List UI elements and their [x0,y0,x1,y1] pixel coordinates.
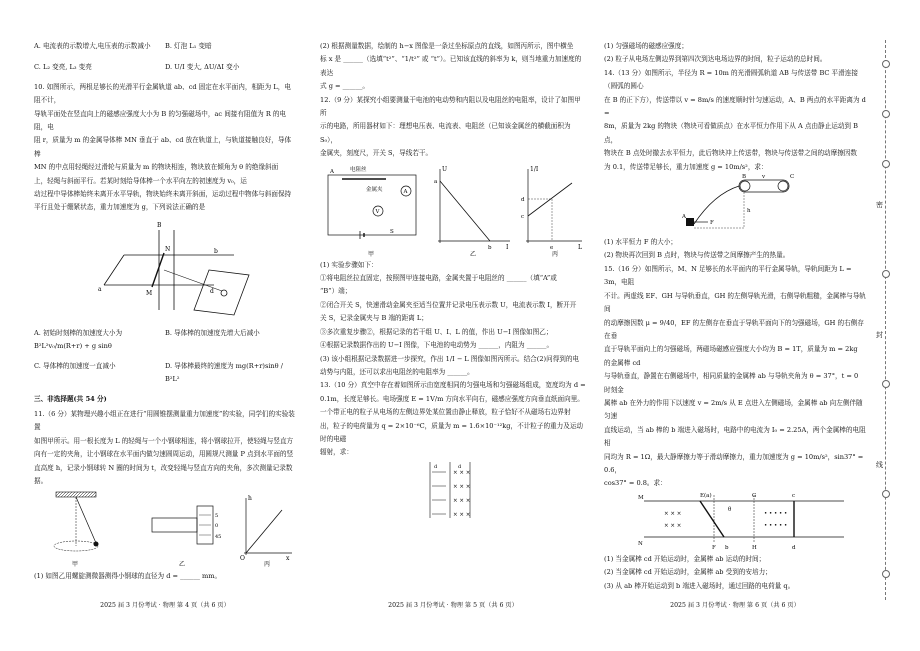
svg-text:e: e [550,244,554,251]
svg-text:O: O [240,555,245,563]
q15-line: 不计。两虚线 EF、GH 与导轨垂直，GH 的左侧导轨光滑，右侧导轨粗糙，金属棒与导轨间 [604,291,866,314]
svg-text:S: S [390,228,394,235]
q13-parts [604,40,866,67]
q15-part: (2) 当金属棒 cd 开始运动时，金属棒 ab 受到的安培力； [604,568,772,577]
section-heading: 三、非选择题(共 54 分) [34,394,107,403]
svg-text:c: c [521,213,525,220]
option-b: B. 导体棒的加速度先增大后减小 [165,328,260,337]
svg-text:× × ×: × × × [453,511,471,518]
seal-char-xian: 线 [876,461,883,469]
fig-label-yi: 乙 [470,250,477,258]
q11-2-line: 标 x 是 ______（选填“t²”、“1/t²” 或 “t”）。已知该直线的斜率为 k，则当地重力加速度的表达 [320,55,582,77]
page-6-column [604,40,866,593]
question-12 [320,94,586,161]
svg-text:N: N [638,540,643,547]
q14-line: 为 0.1，传送带足够长，重力加速度 g = 10m/s²，求： [604,162,768,171]
page-4-footer: 2025 届 3 月份考试 · 物理 第 4 页（共 6 页） [100,602,230,609]
q12-step-line: ①将电阻丝拉直固定，按照图甲连接电路，金属夹置于电阻丝的 ______（填“A”或 [320,274,557,283]
svg-text:L: L [578,243,582,251]
svg-text:a: a [98,285,102,293]
question-13 [320,379,586,459]
svg-text:b: b [725,544,729,551]
seal-char-mi: 密 [876,201,883,209]
q15-line: 15.（16 分）如图所示，M、N 足够长的水平面内的平行金属导轨，导轨间距为 L = 3m，电阻 [604,264,852,287]
q12-step-line: ④根据记录数据作出的 U−I 图像，下电池的电动势为 ______，内阻为 ______。 [320,341,554,350]
q11-2-line: 式 g = ______。 [320,82,370,91]
q14-line: 14.（13 分）如图所示，半径为 R = 10m 的光滑圆弧轨道 AB 与传送带 BC 平滑连接（圆弧的圆心 [604,68,858,91]
option-c: C. 导体棒的加速度一直减小 [34,361,116,370]
q12-steps [320,259,586,380]
q14-parts [604,236,866,263]
q10-line: 导轨平面处在竖直向上的磁感应强度大小为 B 的匀强磁场中，ac 间接有阻值为 R 的电阻，电 [34,109,287,132]
q15-line: cos37° = 0.8。求： [604,479,667,488]
svg-text:45: 45 [215,534,222,541]
q15-line: 直线运动，当 ab 棒的 b 端进入磁场时，电路中的电流为 I₀ = 2.25A，两个金属棒的电阻相 [604,425,866,448]
q11-line: 向有一定的夹角，让小钢球在水平面内做匀速圆周运动，用圆规尺测量 P 点到水平面的竖 [34,450,294,459]
q11-line: 11.（6 分）某物理兴趣小组正在进行“用圆锥摆测量重力加速度”的实验，同学们的实验装置 [34,409,295,432]
svg-text:• • • • •: • • • • • [764,510,788,517]
binding-hole [882,60,890,68]
svg-text:A: A [682,214,686,221]
binding-hole [882,110,890,118]
q11-line: 直高度 h，记录小钢球转 N 圈的时间为 t，改变轻绳与竖直方向的夹角，多次测量记录数据。 [34,463,293,485]
svg-text:h: h [747,208,751,215]
q11-2-line: (2) 根据测量数据，绘制的 h−x 图像是一条过坐标原点的直线，如图丙所示，图中横坐 [320,42,574,50]
seal-line [885,40,886,600]
option-d: D. 导体棒最终的速度为 mg(R+r)sinθ / B²L² [165,361,283,384]
q14-line: 物块在 B 点处时撤去水平恒力，此后物块冲上传送带，物块与传送带之间的动摩擦因数 [604,149,858,158]
svg-text:× × ×: × × × [453,469,471,476]
svg-text:b: b [214,247,218,255]
svg-text:• • • • •: • • • • • [764,522,788,529]
q15-line: 与导轨垂直，静置在右侧磁场中，相同质量的金属棒 ab 与导轨夹角为 θ = 37°，t = 0 时刻金 [604,372,859,394]
option-a: A. 电流表的示数增大,电压表的示数减小 [34,42,151,50]
fig-label-bing: 丙 [264,561,271,569]
q13-line: 辐射，求： [320,448,353,457]
svg-text:d: d [210,287,214,295]
svg-text:x: x [286,555,290,563]
binding-hole [882,570,890,578]
q12-step-line: (1) 实验步骤如下： [320,260,378,269]
option-b: B. 灯泡 L₁ 变暗 [165,42,212,50]
question-15 [604,263,866,491]
q9-options-row-2 [34,61,296,74]
page-5-footer: 2025 届 3 月份考试 · 物理 第 5 页（共 6 页） [388,602,518,609]
q15-line: 属棒 ab 在外力的作用下以速度 v = 2m/s 从 E 点进入左侧磁场，金属棒 ab 向左侧伴随匀速 [604,398,863,421]
q10-line: 10. 如图所示，两根足够长的光滑平行金属轨道 ab、cd 固定在水平面内，相距为 L，电阻不计， [34,82,291,105]
svg-text:B: B [157,221,162,229]
q15-line: 同均为 R = 1Ω，最大静摩擦力等于滑动摩擦力，重力加速度为 g = 10m/s²，sin37° = 0.6， [604,452,864,474]
q10-figure-rails [34,215,296,327]
q12-line: 金属夹，刻度尺，开关 S，导线若干。 [320,149,433,158]
q15-part: (1) 当金属棒 cd 开始运动时，金属棒 ab 运动的时间； [604,554,766,563]
binding-hole [882,490,890,498]
q11-line: 如图甲所示。用一根长度为 L 的轻绳与一个小钢球相连，将小钢球拉开，使轻绳与竖直方 [34,436,294,445]
q14-line: 在 B 的正下方），传送带以 v = 8m/s 的速度顺时针匀速运动，A、B 两点的水平距离为 d = [604,95,866,118]
svg-text:F: F [712,544,716,551]
q14-part: (1) 水平恒力 F 的大小； [604,238,677,247]
svg-text:h: h [248,495,252,503]
binding-hole [882,270,890,278]
q15-part: (3) 从 ab 棒开始运动到 b 端进入磁场时，通过回路的电荷量 q。 [604,581,795,590]
svg-text:× × ×: × × × [453,483,471,490]
svg-text:b: b [488,244,492,251]
svg-text:V: V [375,208,380,215]
svg-text:v: v [762,174,766,181]
q14-part: (2) 物块再次回到 B 点时，物块与传送带之间摩擦产生的热量。 [604,251,790,260]
svg-text:U: U [442,165,448,173]
svg-text:c: c [792,492,796,499]
svg-text:d: d [521,196,525,203]
q10-line: 阻 r，质量为 m 的金属导体棒 MN 垂直于 ab、cd 放在轨道上，与轨道接触良好，导体棒 [34,136,292,158]
svg-text:电阻丝: 电阻丝 [350,166,367,173]
q13-line: 0.1m，长度足够长。电场强度 E = 1V/m 方向水平向右，磁感应强度方向垂直纸面向里。 [320,394,584,403]
q14-figure [604,174,866,236]
svg-text:× × ×: × × × [453,497,471,504]
q10-options-row-2 [34,360,296,387]
q13-part: (2) 粒子从电场左侧边界到第四次到达电场边界的时间，粒子运动的总时间。 [604,55,827,64]
q12-step-line: “B”）端； [320,287,352,296]
q13-field-figure [320,460,586,520]
svg-text:M: M [638,494,644,501]
q15-parts [604,553,866,593]
svg-text:× × ×: × × × [664,510,682,517]
q12-line: 12.（9 分）某探究小组要测量干电池的电动势和内阻以及电阻丝的电阻率，设计了如图甲所 [320,95,581,118]
q10-line: 动过程中导体棒始终未离开水平导轨，物块始终未离开斜面，运动过程中物体与斜面保持 [34,190,292,199]
svg-text:H: H [752,544,757,551]
q14-line: 8m，质量为 2kg 的物块（物块可看做质点）在水平恒力作用下从 A 点由静止运动到 B 点， [604,122,858,144]
svg-text:N: N [165,245,171,253]
q12-step-line: ③多次重复步骤②，根据记录的若干组 U、I、L 的值，作出 U−I 图像如图乙； [320,327,553,336]
svg-text:1/I: 1/I [530,165,539,173]
q12-line: 示的电路，所用器材如下：理想电压表、电流表、电阻丝（已知该金属丝的横截面积为 S₀）， [320,122,571,144]
seal-char-feng: 封 [876,331,883,339]
q15-line: 的动摩擦因数 μ = 9/40，EF 的左侧存在垂直于导轨平面向下的匀强磁场，GH 的右侧存在垂 [604,318,864,340]
q15-line: 直于导轨平面向上的匀强磁场，两磁场磁感应强度大小均为 B = 1T，质量为 m = 2kg 的金属棒 cd [604,345,858,367]
q12-step-line: ②闭合开关 S，快速滑动金属夹至适当位置并记录电压表示数 U，电流表示数 I，断开开 [320,300,577,309]
svg-text:A: A [330,168,334,175]
question-14 [604,67,866,174]
q12-step-line: 动势与内阻，还可以求出电阻丝的电阻率为 ______。 [320,367,474,376]
svg-text:A: A [403,188,408,195]
svg-text:d: d [792,544,796,551]
svg-text:E(a): E(a) [700,492,712,499]
option-a: A. 初始时刻棒的加速度大小为 B²L²v₀/m(R+r) + g sinθ [34,328,123,351]
fig-label-bing: 丙 [552,250,559,258]
svg-text:F: F [710,220,714,227]
q10-line: 平行且处于绷紧状态，重力加速度为 g，下列说法正确的是 [34,203,206,212]
q9-options-row-1 [34,40,296,53]
q13-part: (1) 匀强磁场的磁感应强度； [604,42,688,50]
q10-line: MN 的中点用轻绳经过滑轮与质量为 m 的物块相连，物块放在倾角为 θ 的绝缘斜面 [34,163,279,172]
question-10 [34,81,296,215]
svg-text:a: a [434,178,438,185]
svg-text:d: d [434,463,438,470]
q11-part-1: (1) 如图乙用螺旋测微器测得小钢球的直径为 d = ______ mm。 [34,572,222,581]
fig-label-yi: 乙 [179,561,186,569]
svg-text:G: G [752,492,757,499]
binding-hole [882,380,890,388]
fig-label-jia: 甲 [368,250,375,258]
fig-label-jia: 甲 [72,561,79,569]
page-5-column [320,40,586,520]
q13-line: 13.（10 分）真空中存在着如图所示由宽度相同的匀强电场和匀强磁场组成，宽度均为 d = [320,381,586,390]
page-6-footer: 2025 届 3 月份考试 · 物理 第 6 页（共 6 页） [670,602,800,609]
page-4-column [34,40,296,584]
q15-figure [604,491,866,553]
svg-text:d: d [458,463,462,470]
q12-step-line: 关 S，记录金属夹与 B 端的距离 L； [320,314,428,323]
binding-margin [872,40,898,600]
binding-hole [882,160,890,168]
svg-text:θ: θ [728,506,732,513]
svg-text:B: B [742,174,747,181]
svg-text:金属夹: 金属夹 [366,186,383,193]
q11-part-2 [320,40,586,94]
q10-line: 上，轻绳与斜面平行。若某时刻给导体棒一个水平向左的初速度为 v₀，运 [34,176,247,185]
svg-text:M: M [146,289,153,297]
q10-options-row-1 [34,327,296,354]
q12-step-line: (3) 该小组根据记录数据进一步探究，作出 1/I − L 图像如图丙所示。结合(2)问得到的电 [320,354,580,363]
q13-line: 出，粒子的电荷量为 q = 2×10⁻⁶C，质量为 m = 1.6×10⁻¹²kg，不计粒子的重力及运动时的电磁 [320,421,584,443]
q11-figures [34,488,296,570]
q13-line: 一个带正电的粒子从电场的左侧边界处某位置由静止释放，粒子恰好不从磁场右边界射 [320,408,571,417]
question-11 [34,408,296,488]
option-d: D. U/I 变大, ΔU/ΔI 变小 [165,63,240,72]
q12-figures [320,161,586,259]
svg-text:0: 0 [215,523,219,530]
option-c: C. L₂ 变亮, L₃ 变亮 [34,63,92,72]
svg-text:I: I [506,243,509,251]
svg-text:× × ×: × × × [664,522,682,529]
svg-text:5: 5 [215,513,219,520]
svg-text:C: C [790,174,795,181]
